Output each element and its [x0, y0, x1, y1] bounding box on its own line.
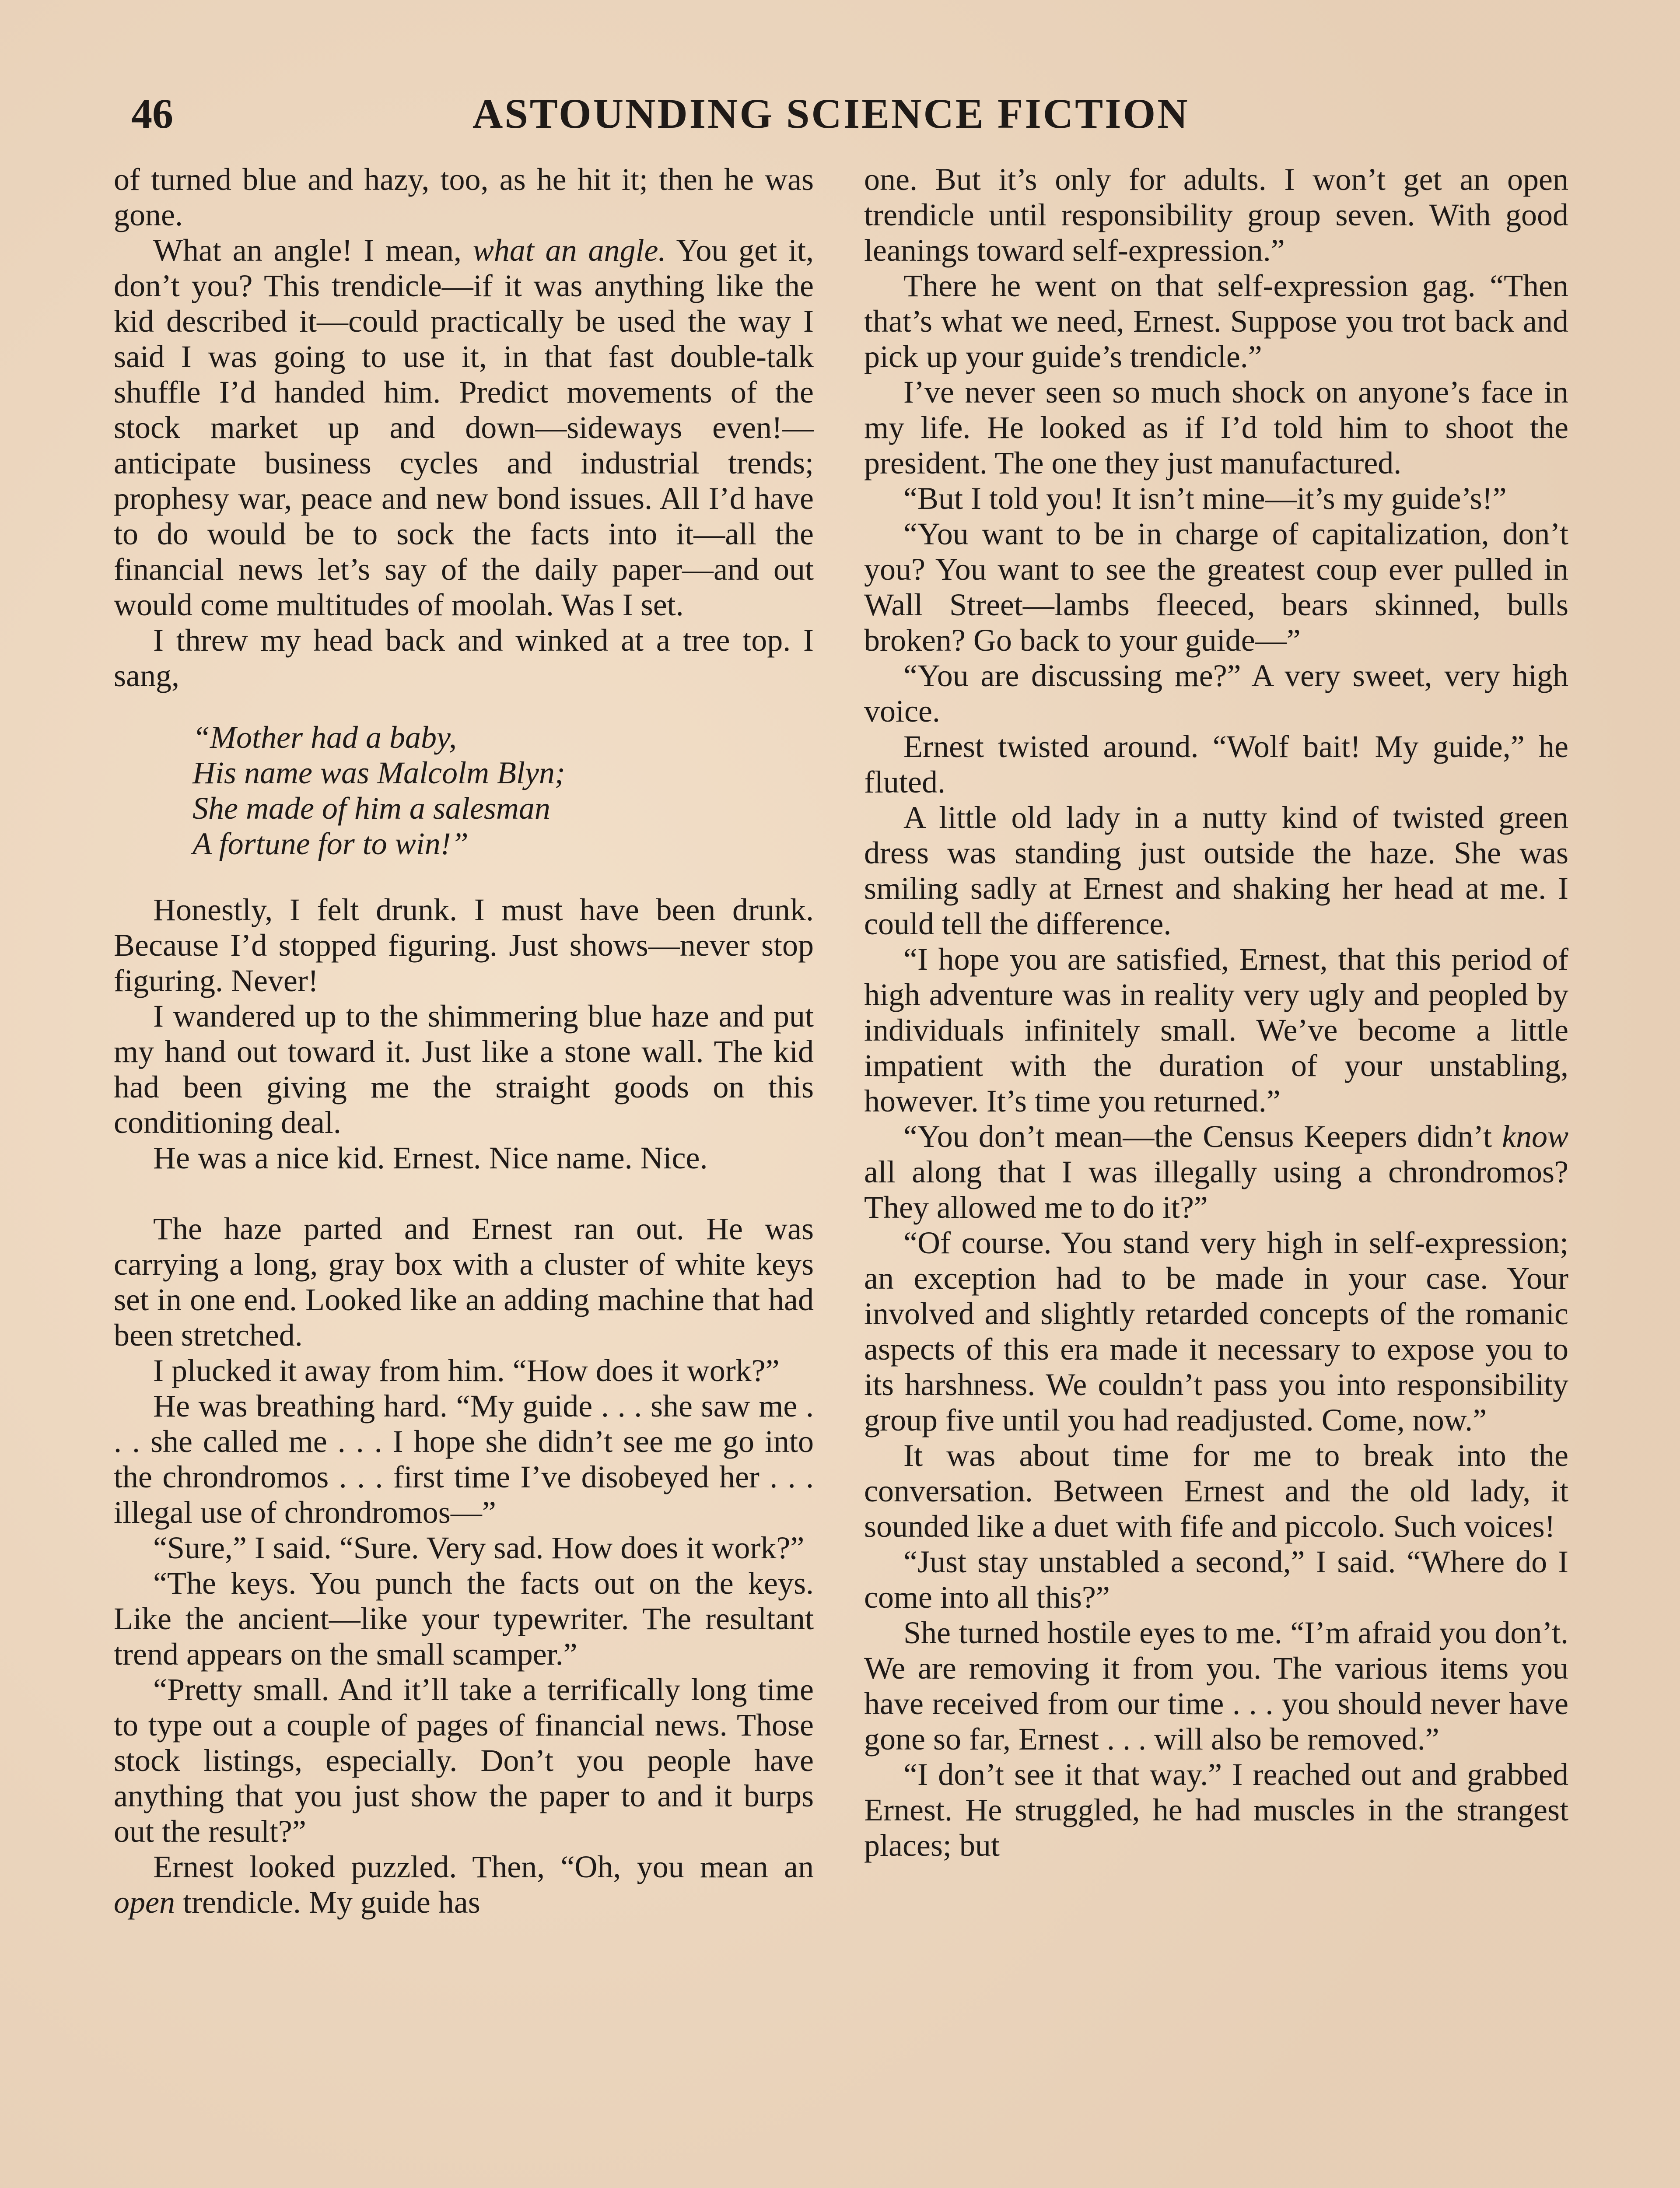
verse-line: She made of him a salesman: [192, 791, 550, 826]
verse-line: A fortune for to win!”: [192, 826, 469, 861]
paragraph: She turned hostile eyes to me. “I’m afraid you don’t. We are removing it from you. The various items you have received from our time . . . you should never have gone so far, Ernest . . . will also be removed.”: [864, 1615, 1568, 1757]
paragraph: “You are discussing me?” A very sweet, very high voice.: [864, 658, 1568, 729]
magazine-title: ASTOUNDING SCIENCE FICTION: [472, 90, 1190, 137]
paragraph: A little old lady in a nutty kind of twisted green dress was standing just outside the haze. She was smiling sadly at Ernest and shaking her head at me. I could tell the difference.: [864, 800, 1568, 941]
paragraph: I’ve never seen so much shock on anyone’s face in my life. He looked as if I’d told him to shoot the president. The one they just manufactured.: [864, 375, 1568, 480]
paragraph: “But I told you! It isn’t mine—it’s my guide’s!”: [903, 481, 1507, 516]
paragraph: Ernest looked puzzled. Then, “Oh, you mean an open trendicle. My guide has: [114, 1849, 814, 1920]
paragraph: There he went on that self-expression gag. “Then that’s what we need, Ernest. Suppose you trot back and pick up your guide’s trendicle.”: [864, 268, 1568, 374]
paragraph: I wandered up to the shimmering blue haze and put my hand out toward it. Just like a stone wall. The kid had been giving me the straight goods on this conditioning deal.: [114, 999, 814, 1140]
paragraph: “I hope you are satisfied, Ernest, that this period of high adventure was in reality very ugly and peopled by individuals infinitely small. We’ve become a little impatient with the duration of your unstabling, however. It’s time you returned.”: [864, 942, 1568, 1119]
paragraph: “The keys. You punch the facts out on the keys. Like the ancient—like your typewriter. The resultant trend appears on the small scamper.”: [114, 1566, 814, 1672]
right-column: [864, 162, 1568, 1863]
paragraph: “I don’t see it that way.” I reached out and grabbed Ernest. He struggled, he had muscles in the strangest places; but: [864, 1757, 1568, 1863]
section-break: [114, 1176, 814, 1211]
paragraph: of turned blue and hazy, too, as he hit it; then he was gone.: [114, 162, 814, 232]
paragraph: The haze parted and Ernest ran out. He was carrying a long, gray box with a cluster of white keys set in one end. Looked like an adding machine that had been stretched.: [114, 1211, 814, 1353]
paragraph: He was a nice kid. Ernest. Nice name. Nice.: [153, 1140, 708, 1175]
paragraph: “You want to be in charge of capitalization, don’t you? You want to see the greatest coup ever pulled in Wall Street—lambs fleeced, bears skinned, bulls broken? Go back to your guide—”: [864, 516, 1568, 658]
paragraph: “Sure,” I said. “Sure. Very sad. How does it work?”: [153, 1530, 805, 1565]
paragraph: “Just stay unstabled a second,” I said. “Where do I come into all this?”: [864, 1544, 1568, 1615]
paragraph: He was breathing hard. “My guide . . . she saw me . . . she called me . . . I hope she didn’t see me go into the chrondromos . . . first time I’ve disobeyed her . . . illegal use of chrondromos—”: [114, 1389, 814, 1530]
paragraph: “You don’t mean—the Census Keepers didn’t know all along that I was illegally using a chrondromos? They allowed me to do it?”: [864, 1119, 1568, 1225]
paragraph: It was about time for me to break into the conversation. Between Ernest and the old lady, it sounded like a duet with fife and piccolo. Such voices!: [864, 1438, 1568, 1544]
left-column: [114, 162, 814, 1920]
paragraph: “Of course. You stand very high in self-expression; an exception had to be made in your case. Your involved and slightly retarded concepts of the romanic aspects of this era made it necessary to expose you to its harshness. We couldn’t pass you into responsibility group five until you had readjusted. Come, now.”: [864, 1225, 1568, 1438]
paragraph: I threw my head back and winked at a tree top. I sang,: [114, 623, 814, 693]
paragraph: Honestly, I felt drunk. I must have been drunk. Because I’d stopped figuring. Just shows—never stop figuring. Never!: [114, 892, 814, 998]
page-header: [0, 88, 1680, 140]
paragraph: one. But it’s only for adults. I won’t get an open trendicle until responsibility group seven. With good leanings toward self-expression.”: [864, 162, 1568, 268]
verse-line: “Mother had a baby,: [192, 720, 457, 755]
song-verse: [192, 720, 814, 862]
verse-line: His name was Malcolm Blyn;: [192, 755, 565, 790]
paragraph: Ernest twisted around. “Wolf bait! My guide,” he fluted.: [864, 729, 1568, 799]
paragraph: What an angle! I mean, what an angle. You get it, don’t you? This trendicle—if it was anything like the kid described it—could practically be used the way I said I was going to use it, in that fast double-talk shuffle I’d handed him. Predict movements of the stock market up and down—sideways even!—anticipate business cycles and industrial trends; prophesy war, peace and new bond issues. All I’d have to do would be to sock the facts into it—all the financial news let’s say of the daily paper—and out would come multitudes of moolah. Was I set.: [114, 233, 814, 622]
paragraph: I plucked it away from him. “How does it work?”: [153, 1353, 780, 1388]
paragraph: “Pretty small. And it’ll take a terrifically long time to type out a couple of pages of financial news. Those stock listings, especially. Don’t you people have anything that you just show the paper to and it burps out the result?”: [114, 1672, 814, 1849]
page-number: 46: [131, 90, 173, 137]
